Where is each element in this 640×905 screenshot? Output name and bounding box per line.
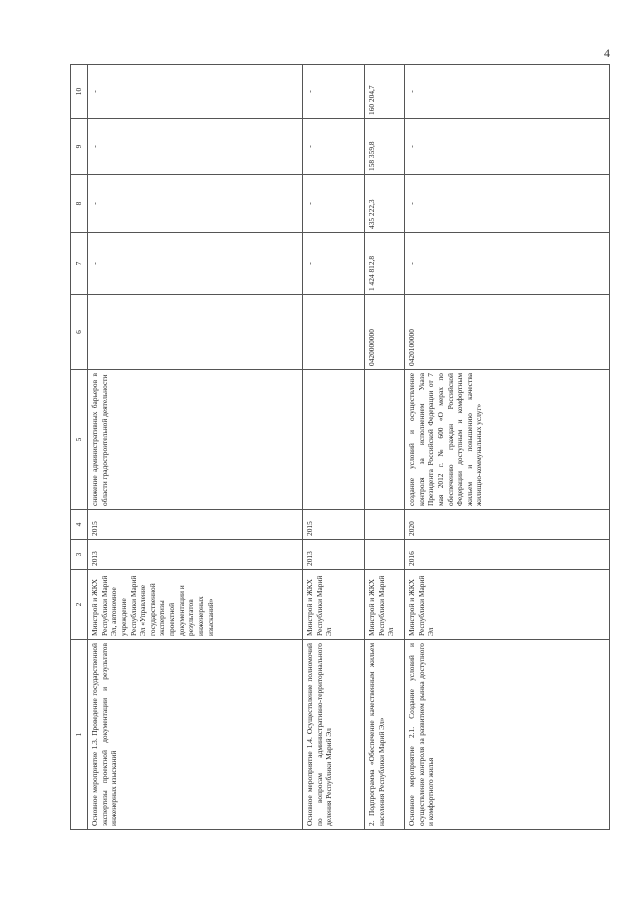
end-year-cell: 2020 [405,510,610,540]
measure-name-cell: Основное мероприятие 2.1. Создание условий и осуществление контроля за развитием рынка доступного и комфортного жилья [405,640,610,830]
code-cell [88,295,303,370]
header-cell: 7 [71,233,88,295]
value-cell: - [88,233,303,295]
start-year-cell: 2013 [303,540,365,570]
header-cell: 1 [71,640,88,830]
measure-name-cell: Основное мероприятие 1.3. Проведение государственной экспертизы проектной документации и результатов инженерных изысканий [88,640,303,830]
value-cell: - [303,65,365,119]
header-cell: 6 [71,295,88,370]
program-table [70,64,610,830]
value-cell: 1 424 812,8 [365,233,405,295]
header-cell: 8 [71,175,88,233]
end-year-cell: 2015 [88,510,303,540]
end-year-cell [365,510,405,540]
subprogram-name-cell: 2. Подпрограмма «Обеспечение качественным жильем населения Республики Марий Эл» [365,640,405,830]
table-row [365,65,405,830]
value-cell: - [405,233,610,295]
result-cell [303,370,365,510]
executor-cell: Минстрой и ЖКХ Республики Марий Эл [405,570,610,640]
value-cell: - [405,175,610,233]
value-cell: - [405,119,610,175]
measure-name-cell: Основное мероприятие 1.4. Осуществление полномочий по вопросам административно-территориального деления Республики Марий Эл [303,640,365,830]
value-cell: 160 204,7 [365,65,405,119]
header-cell: 10 [71,65,88,119]
code-cell: 0420000000 [365,295,405,370]
executor-cell: Минстрой и ЖКХ Республики Марий Эл, автономное учреждение Республики Марий Эл «Управление государственной экспертизы проектной документации и результатов инженерных изысканий» [88,570,303,640]
table-row [303,65,365,830]
executor-cell: Минстрой и ЖКХ Республики Марий Эл [303,570,365,640]
value-cell: - [303,175,365,233]
page-number: 4 [604,46,610,60]
table-header-row [71,65,88,830]
header-cell: 2 [71,570,88,640]
value-cell: - [88,119,303,175]
value-cell: - [88,65,303,119]
header-cell: 3 [71,540,88,570]
value-cell: 435 222,3 [365,175,405,233]
result-cell [365,370,405,510]
start-year-cell: 2016 [405,540,610,570]
result-cell: снижение административных барьеров в области градостроительной деятельности [88,370,303,510]
table-row [405,65,610,830]
value-cell: - [405,65,610,119]
header-cell: 9 [71,119,88,175]
start-year-cell [365,540,405,570]
result-cell: создание условий и осуществление контроля за исполнением Указа Президента Российской Федерации от 7 мая 2012 г. № 600 «О мерах по обеспечению граждан Российской Федерации доступным и комфортным жильем и повышению качества жилищно-коммунальных услуг» [405,370,610,510]
value-cell: - [88,175,303,233]
header-cell: 4 [71,510,88,540]
code-cell [303,295,365,370]
code-cell: 0420100000 [405,295,610,370]
end-year-cell: 2015 [303,510,365,540]
value-cell: - [303,233,365,295]
rotated-table-sheet [70,65,610,830]
executor-cell: Минстрой и ЖКХ Республики Марий Эл [365,570,405,640]
header-cell: 5 [71,370,88,510]
value-cell: - [303,119,365,175]
value-cell: 158 359,8 [365,119,405,175]
start-year-cell: 2013 [88,540,303,570]
table-row [88,65,303,830]
